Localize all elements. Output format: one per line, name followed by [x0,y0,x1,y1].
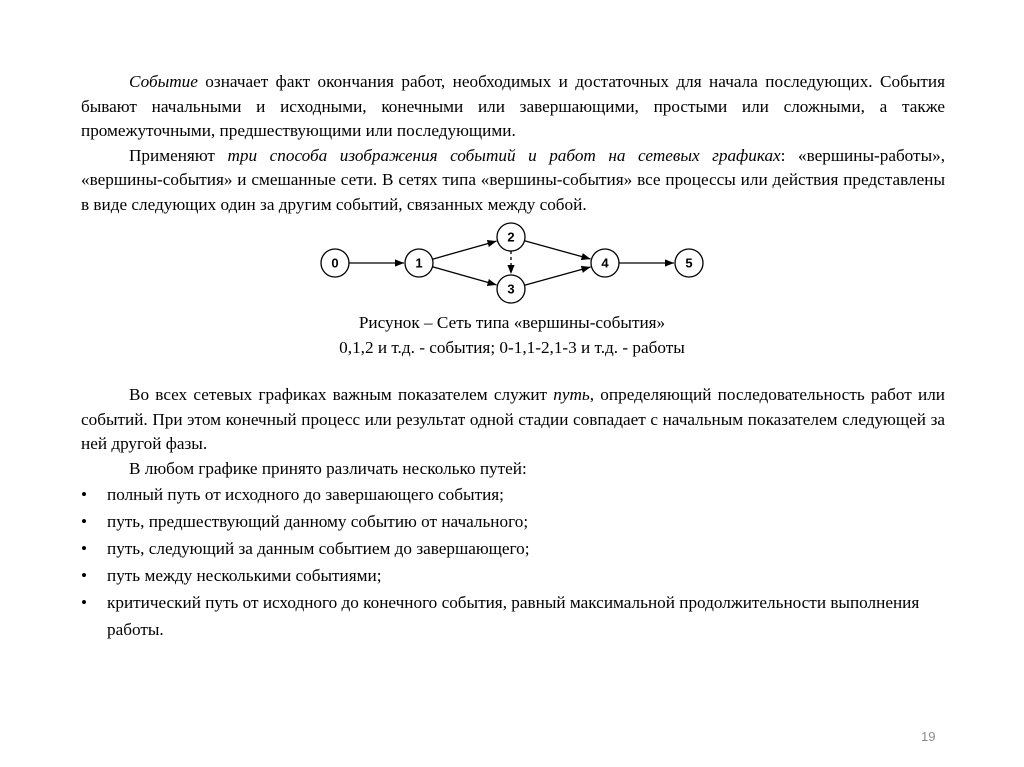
paragraph-text: означает факт окончания работ, необходимых и достаточных для начала последующих. События бывают начальными и исходными, конечными или завершающими, простыми или сложными, а также промежуточными, предшествующими или последующими. [81,72,945,140]
list-item-text: путь, следующий за данным событием до завершающего; [107,539,530,558]
edge-1-3 [432,267,496,285]
event-node-label-4: 4 [601,255,609,271]
term-event: Событие [129,72,198,91]
paragraph-paths-intro: В любом графике принято различать несколько путей: [129,458,527,478]
paragraph-text: , определяющий последовательность работ или событий. При этом конечный процесс или результат одной стадии совпадает с начальным показателем следующей за ней другой фазы. [81,385,945,453]
paragraph-text: Во всех сетевых графиках важным показателем служит [129,385,554,404]
figure-caption-title: Рисунок – Сеть типа «вершины-события» [358,313,666,332]
list-item [81,481,945,508]
italic-phrase: три способа изображения событий и работ на сетевых графиках [227,145,781,165]
edge-1-2 [432,241,496,259]
paragraph-event-definition [81,70,945,144]
intro-text [81,70,945,217]
figure-caption-legend: 0,1,2 и т.д. - события; 0-1,1-2,1-3 и т.д. - работы [339,338,685,357]
page-number: 19 [921,729,936,744]
event-node-label-5: 5 [685,255,693,271]
edge-3-4 [524,267,590,285]
list-item [81,535,945,562]
list-item-text: полный путь от исходного до завершающего события; [107,485,504,504]
list-item [81,589,945,643]
paragraph-text: : «вершины-работы», «вершины-события» и смешанные сети. В сетях типа «вершины-события» все процессы или действия представлены в виде следующих один за другим событий, связанных между собой. [81,145,946,214]
event-node-label-3: 3 [507,281,515,297]
bullet-icon: • [81,512,88,531]
list-item [81,562,945,589]
event-node-label-1: 1 [415,255,423,271]
network-diagram-svg [318,218,708,306]
paths-text [81,383,945,643]
network-diagram [318,218,708,306]
bullet-icon: • [81,539,88,558]
list-item-text: критический путь от исходного до конечного события, равный максимальной продолжительности выполнения работы. [107,593,920,639]
paths-list [81,481,945,643]
event-node-label-0: 0 [331,255,339,271]
bullet-icon: • [81,485,88,504]
list-item [81,508,945,535]
paragraph-methods [81,144,945,218]
term-path: путь [553,385,590,404]
bullet-icon: • [81,566,88,585]
paragraph-text: Применяют [129,145,228,165]
list-item-text: путь между несколькими событиями; [107,566,382,585]
list-item-text: путь, предшествующий данному событию от начального; [107,512,529,531]
paragraph-path [81,383,945,457]
bullet-icon: • [81,593,88,612]
edge-2-4 [524,241,590,259]
event-node-label-2: 2 [507,229,515,245]
